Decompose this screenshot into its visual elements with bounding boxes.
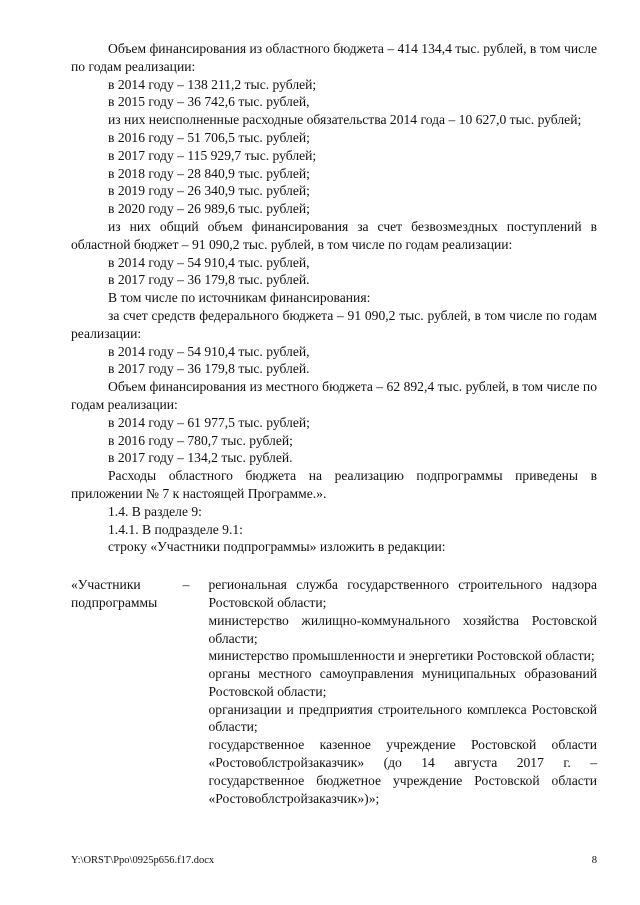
paragraph-year-2014: в 2014 году – 138 211,2 тыс. рублей; [108,76,317,92]
paragraph-year-2015: в 2015 году – 36 742,6 тыс. рублей, [108,94,310,110]
participants-dash: – [182,577,190,593]
document-page [71,40,597,807]
participants-table [71,576,597,807]
participant-item: государственное казенное учреждение Ростовской области «Ростовоблстройзаказчик» (до 14 августа 2017 г. – государственное бюджетное учреждение Ростовской области «Ростовоблстройзаказчик»)»; [208,737,597,806]
paragraph-subsection-1-4-1: 1.4.1. В подразделе 9.1: [108,521,243,537]
paragraph-row-instruction: строку «Участники подпрограммы» изложить в редакции: [108,539,446,555]
spacer [71,556,597,574]
paragraph-year-2019: в 2019 году – 26 340,9 тыс. рублей; [108,183,310,199]
paragraph-year-2017: в 2017 году – 115 929,7 тыс. рублей; [108,147,317,163]
paragraph-appendix-reference: Расходы областного бюджета на реализацию подпрограммы приведены в приложении № 7 к настоящей Программе.». [71,468,597,501]
participant-item: региональная служба государственного строительного надзора Ростовской области; [208,577,597,610]
paragraph-unfulfilled-obligations: из них неисполненные расходные обязательства 2014 года – 10 627,0 тыс. рублей; [108,112,582,128]
participant-item: организации и предприятия строительного комплекса Ростовской области; [208,701,597,735]
paragraph-year-2020: в 2020 году – 26 989,6 тыс. рублей; [108,201,310,217]
participants-label: «Участники подпрограммы [71,577,158,610]
paragraph-local-2016: в 2016 году – 780,7 тыс. рублей; [108,432,293,448]
paragraph-gratuitous-2014: в 2014 году – 54 910,4 тыс. рублей, [108,254,310,270]
paragraph-federal-2017: в 2017 году – 36 179,8 тыс. рублей. [108,361,310,377]
participant-item: органы местного самоуправления муниципальных образований Ростовской области; [208,666,597,699]
page-number: 8 [591,855,597,866]
paragraph-local-2014: в 2014 году – 61 977,5 тыс. рублей; [108,414,310,430]
paragraph-federal-budget: за счет средств федерального бюджета – 91 090,2 тыс. рублей, в том числе по годам реализации: [71,307,597,341]
paragraph-gratuitous-receipts: из них общий объем финансирования за счет безвозмездных поступлений в областной бюджет – 91 090,2 тыс. рублей, в том числе по годам реализации: [71,218,597,252]
paragraph-local-budget: Объем финансирования из местного бюджета – 62 892,4 тыс. рублей, в том числе по годам реализации: [71,379,597,412]
paragraph-financing-regional: Объем финансирования из областного бюджета – 414 134,4 тыс. рублей, в том числе по годам реализации: [71,41,597,74]
paragraph-section-1-4: 1.4. В разделе 9: [108,503,202,519]
paragraph-federal-2014: в 2014 году – 54 910,4 тыс. рублей, [108,343,310,359]
participant-item: министерство жилищно-коммунального хозяйства Ростовской области; [208,612,597,646]
participants-list [208,576,597,807]
paragraph-year-2016: в 2016 году – 51 706,5 тыс. рублей; [108,129,310,145]
participant-item: министерство промышленности и энергетики Ростовской области; [208,648,595,664]
paragraph-year-2018: в 2018 году – 28 840,9 тыс. рублей; [108,165,310,181]
paragraph-sources-heading: В том числе по источникам финансирования: [108,290,371,306]
footer-file-path: Y:\ORST\Ppo\0925p656.f17.docx [71,855,215,866]
paragraph-local-2017: в 2017 году – 134,2 тыс. рублей. [108,450,293,466]
paragraph-gratuitous-2017: в 2017 году – 36 179,8 тыс. рублей. [108,272,310,288]
